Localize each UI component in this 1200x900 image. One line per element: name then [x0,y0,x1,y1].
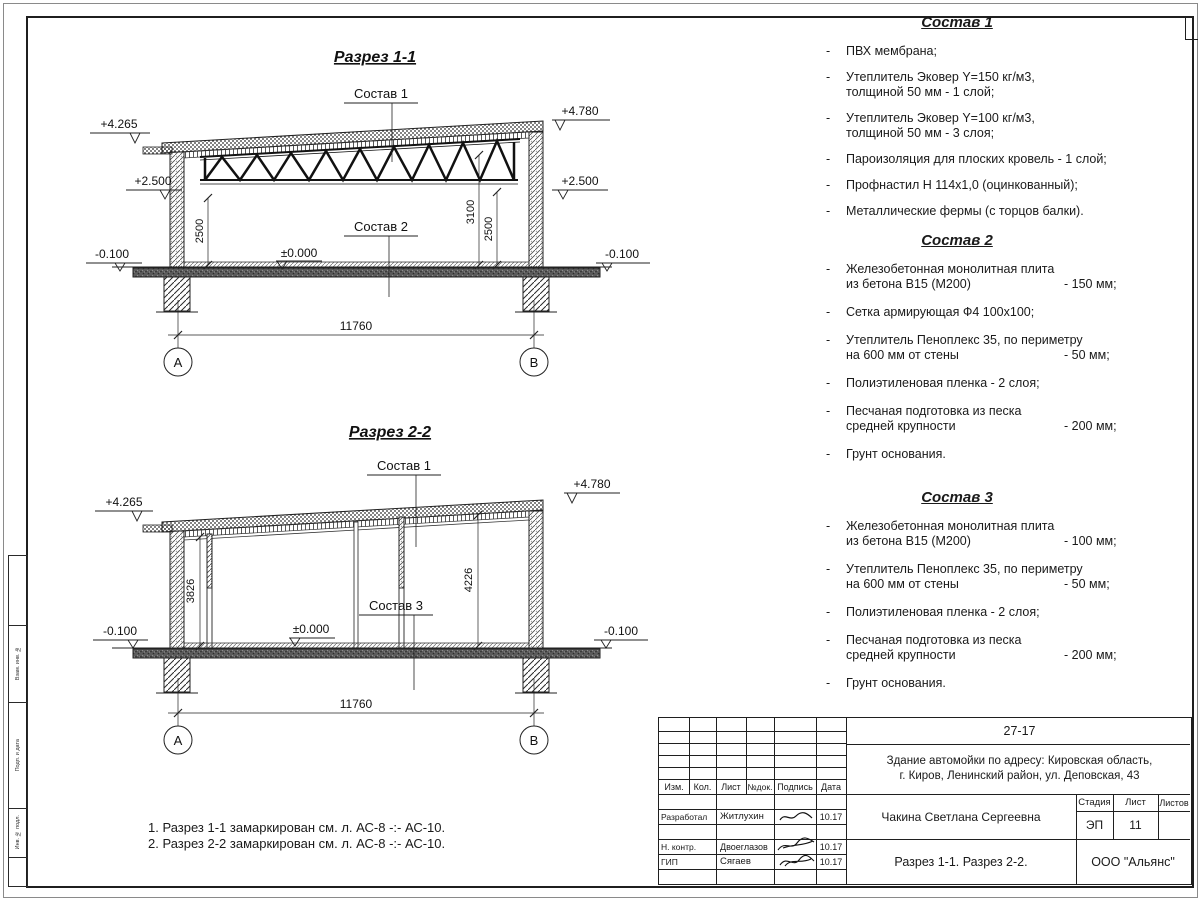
role-razrabotal: Разработал [661,811,708,822]
elevation-label: -0.100 [604,247,640,261]
dim-label: 2500 [194,218,206,244]
dim-label: 3826 [185,578,197,604]
dim-label: 2500 [483,216,495,242]
date-nkontr: 10.17 [819,841,843,852]
title-block [658,717,1192,885]
signature [775,852,817,870]
svg-text:Состав 1: Состав 1 [354,86,408,101]
foundation [523,277,549,311]
spec-item: - Полиэтиленовая пленка - 2 слоя; [826,605,1040,619]
svg-text:Состав 3: Состав 3 [369,598,423,613]
wall-right-1-1 [529,132,543,267]
spec-title: Состав 1 [921,14,993,31]
elevation-label: ±0.000 [292,622,330,636]
elevation-label: +4.265 [100,117,138,131]
elevation-label: +4.780 [561,104,599,118]
col-podpis: Подпись [777,781,813,792]
foundation [164,658,190,692]
spec-list-sostav-1 [822,14,1194,230]
spec-item: - Утеплитель Пеноплекс 35, по периметру на 600 мм от стены - 50 мм; [826,333,1110,362]
axis-markers-1-1 [164,348,548,376]
spec-item: - Пароизоляция для плоских кровель - 1 слой; [826,152,1107,166]
date-gip: 10.17 [819,856,843,867]
spec-item: - Песчаная подготовка из песка средней крупности - 200 мм; [826,633,1117,662]
spec-item: - ПВХ мембрана; [826,44,937,58]
spec-item: - Утеплитель Пеноплекс 35, по периметру на 600 мм от стены - 50 мм; [826,562,1110,591]
spec-item: - Железобетонная монолитная плита из бетона В15 (М200) - 150 мм; [826,262,1117,291]
axis-label: В [529,733,539,748]
svg-text:Состав 2: Состав 2 [354,219,408,234]
spec-item: - Грунт основания. [826,447,946,461]
spec-item: - Профнастил Н 114х1,0 (оцинкованный); [826,178,1078,192]
wall-left-2-2 [170,531,184,648]
author-name: Чакина Светлана Сергеевна [881,809,1041,824]
elevation-label: +4.265 [105,495,143,509]
roof-1-1 [143,121,543,158]
elevation-label: -0.100 [102,624,138,638]
section-1-1 [86,49,650,376]
spec-item: - Металлические фермы (с торцов балки). [826,204,1084,218]
dim-label: 11760 [339,697,373,711]
elevation-label: -0.100 [603,624,639,638]
spec-item: - Грунт основания. [826,676,946,690]
name-nkontr: Двоеглазов [720,841,768,852]
elevation-label: -0.100 [94,247,130,261]
sheet-name: Разрез 1-1. Разрез 2-2. [894,854,1028,869]
span-dim-1-1 [168,300,544,348]
axis-label: В [529,355,539,370]
vertical-dims-1-1 [194,151,501,269]
note-line: 1. Разрез 1-1 замаркирован см. л. АС-8 -:- АС-10. [148,820,446,835]
floor-2-2 [112,643,612,693]
notes [148,820,445,852]
dim-label: 3100 [465,199,477,225]
spec-item: - Утеплитель Эковер Y=100 кг/м3, толщиной 50 мм - 3 слоя; [826,111,1035,140]
project-name: Здание автомойки по адресу: Кировская область, г. Киров, Ленинский район, ул. Деповская, 43 [886,755,1153,782]
role-gip: ГИП [661,856,678,867]
spec-item: - Сетка армирующая Ф4 100х100; [826,305,1035,319]
canopy-2-2 [143,525,172,532]
elevation-label: +4.780 [573,477,611,491]
spec-item: - Полиэтиленовая пленка - 2 слоя; [826,376,1040,390]
sheet-number: 11 [1129,818,1142,832]
col-data: Дата [821,781,841,792]
axis-markers-2-2 [164,726,548,754]
section-1-1-title: Разрез 1-1 [333,49,417,66]
stage-label: Стадия [1078,797,1111,808]
dim-label: 11760 [339,319,373,333]
spec-item: - Утеплитель Эковер Y=150 кг/м3, толщиной 50 мм - 1 слой; [826,70,1035,99]
doc-number: 27-17 [1003,724,1036,738]
leader-sostav1-1-1 [344,86,418,162]
col-list: Лист [721,781,741,792]
side-stamp-label: Взам. инв. № [15,646,21,681]
foundation [523,658,549,692]
span-dim-2-2 [168,678,544,726]
note-line: 2. Разрез 2-2 замаркирован см. л. АС-8 -:- АС-10. [148,836,446,851]
stage-value: ЭП [1085,818,1104,832]
spec-title: Состав 2 [921,232,993,249]
col-izm: Изм. [664,781,684,792]
svg-text:Состав 1: Состав 1 [377,458,431,473]
foundation [164,277,190,311]
side-stamp-label: Инв. № подл. [15,815,21,850]
sheet-label: Лист [1125,797,1146,808]
name-gip: Сягаев [720,856,751,867]
elevation-label: ±0.000 [280,246,318,260]
spec-item: - Песчаная подготовка из песка средней крупности - 200 мм; [826,404,1117,433]
spec-item: - Железобетонная монолитная плита из бетона В15 (М200) - 100 мм; [826,519,1117,548]
canopy-1-1 [143,147,172,154]
elevation-label: +2.500 [134,174,172,188]
wall-right-2-2 [529,511,543,648]
sheets-label: Листов [1159,797,1189,808]
axis-label: А [173,355,183,370]
company-name: ООО "Альянс" [1091,854,1175,869]
spec-list-sostav-2 [822,232,1194,475]
axis-label: А [173,733,183,748]
signature [777,810,815,824]
section-2-2 [93,424,648,754]
name-razrabotal: Житлухин [720,811,764,822]
side-stamp-label: Подп. и дата [15,738,21,772]
role-nkontr: Н. контр. [661,841,697,852]
spec-title: Состав 3 [921,489,993,506]
section-2-2-title: Разрез 2-2 [348,424,432,441]
floor-1-1 [112,262,612,312]
col-kol: Кол. [693,781,712,792]
elevation-label: +2.500 [561,174,599,188]
wall-left-1-1 [170,152,184,267]
col-ndok: №док. [747,781,773,792]
leader-sostav2-1-1 [344,219,418,297]
dim-label: 4226 [463,567,475,593]
spec-list-sostav-3 [822,489,1194,704]
date-razrabotal: 10.17 [819,811,843,822]
